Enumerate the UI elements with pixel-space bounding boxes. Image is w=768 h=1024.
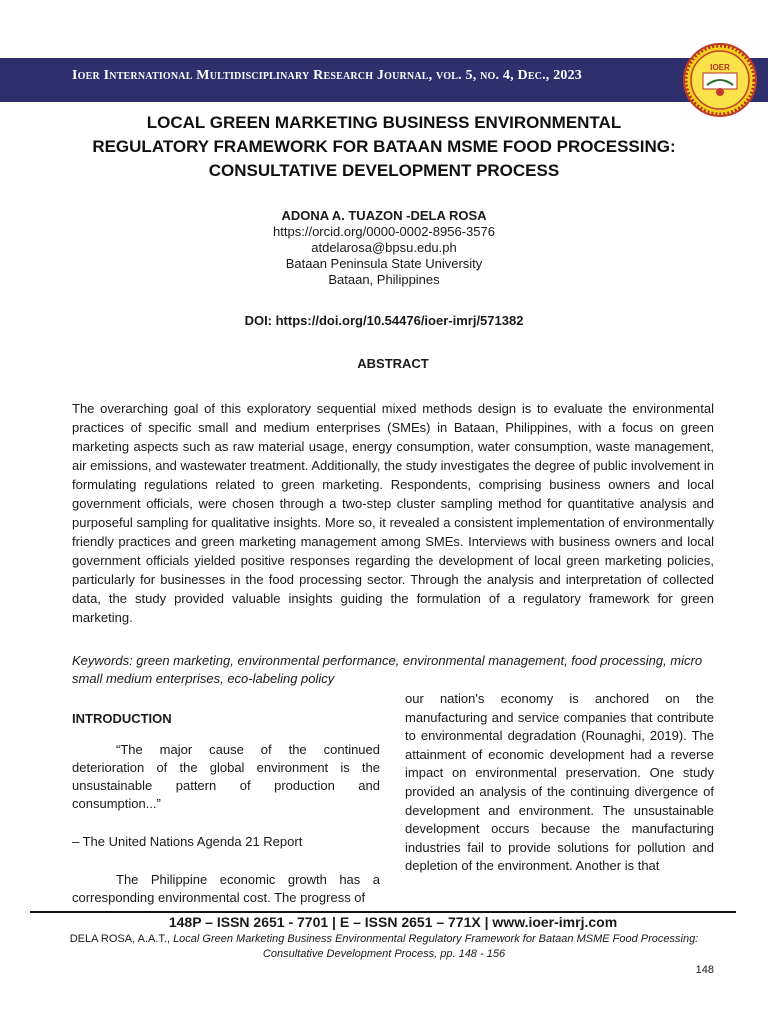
citation-title: Local Green Marketing Business Environmental Regulatory Framework for Bataan MSME Food Processing: Consultative Development Process, pp. 148 - 156	[173, 933, 699, 960]
author-name: ADONA A. TUAZON -DELA ROSA	[281, 208, 487, 223]
epigraph-quote: “The major cause of the continued deterioration of the global environment is the unsustainable pattern of production and consumption...”	[72, 742, 380, 811]
footer-issn: 148P – ISSN 2651 - 7701 | E – ISSN 2651 – 771X | www.ioer-imrj.com	[168, 914, 618, 930]
introduction-paragraph: The Philippine economic growth has a corresponding environmental cost. The progress of	[72, 872, 380, 905]
author-email[interactable]: atdelarosa@bpsu.edu.ph	[311, 240, 457, 255]
epigraph-attribution: – The United Nations Agenda 21 Report	[72, 834, 303, 849]
author-affiliation: Bataan Peninsula State University	[285, 256, 483, 271]
ioer-seal-icon	[683, 43, 757, 117]
abstract-text: The overarching goal of this exploratory sequential mixed methods design is to evaluate the environmental practices of specific small and medium enterprises (SMEs) in Bataan, Philippines, with a focus on green marketing aspects such as raw material usage, energy consumption, water consumption, waste management, air emissions, and wastewater treatment. Additionally, the study investigates the degree of public involvement in formulating regulations related to green marketing. Respondents, comprising business owners and local government officials, were chosen through a two-step cluster sampling method for quantitative analysis and purposeful sampling for qualitative insights. More so, it revealed a consistent implementation of environmentally friendly practices and green marketing management among SMEs. Interviews with business owners and local government officials yielded positive responses regarding the development of local green marketing policies, particularly for businesses in the food processing sector. Through the analysis and interpretation of collected data, the study provided valuable insights guiding the formulation of a regulatory framework for green marketing.	[72, 401, 714, 625]
abstract-heading: ABSTRACT	[357, 356, 429, 371]
introduction-heading: INTRODUCTION	[72, 711, 172, 726]
keywords: Keywords: green marketing, environmental performance, environmental management, food processing, micro small medium enterprises, eco-labeling policy	[72, 653, 703, 686]
page-number: 148	[695, 964, 714, 976]
title-line: LOCAL GREEN MARKETING BUSINESS ENVIRONMENTAL	[146, 113, 622, 132]
author-location: Bataan, Philippines	[328, 272, 440, 287]
journal-title: Ioer International Multidisciplinary Research Journal, vol. 5, no. 4, Dec., 2023	[72, 68, 583, 83]
author-block	[0, 208, 768, 288]
author-orcid[interactable]: https://orcid.org/0000-0002-8956-3576	[273, 224, 495, 239]
footer-citation	[40, 932, 728, 962]
doi-link[interactable]: DOI: https://doi.org/10.54476/ioer-imrj/571382	[244, 313, 524, 328]
title-line: REGULATORY FRAMEWORK FOR BATAAN MSME FOOD PROCESSING:	[92, 137, 676, 156]
introduction-left-column	[72, 710, 380, 907]
paper-title	[40, 111, 728, 183]
citation-author: DELA ROSA, A.A.T.,	[69, 933, 174, 945]
footer-divider	[30, 911, 736, 913]
logo-text: IOER	[710, 63, 730, 72]
introduction-right-column: our nation's economy is anchored on the manufacturing and service companies that contribute to environmental degradation (Rounaghi, 2019). The attainment of economic development had a reverse impact on environmental preservation. One study provided an analysis of the continuing divergence of development and environment. The unsustainable development occurs because the manufacturing industries fail to provide solutions for pollution and depletion of the environment. Another is that	[405, 691, 714, 874]
title-line: CONSULTATIVE DEVELOPMENT PROCESS	[208, 161, 560, 180]
